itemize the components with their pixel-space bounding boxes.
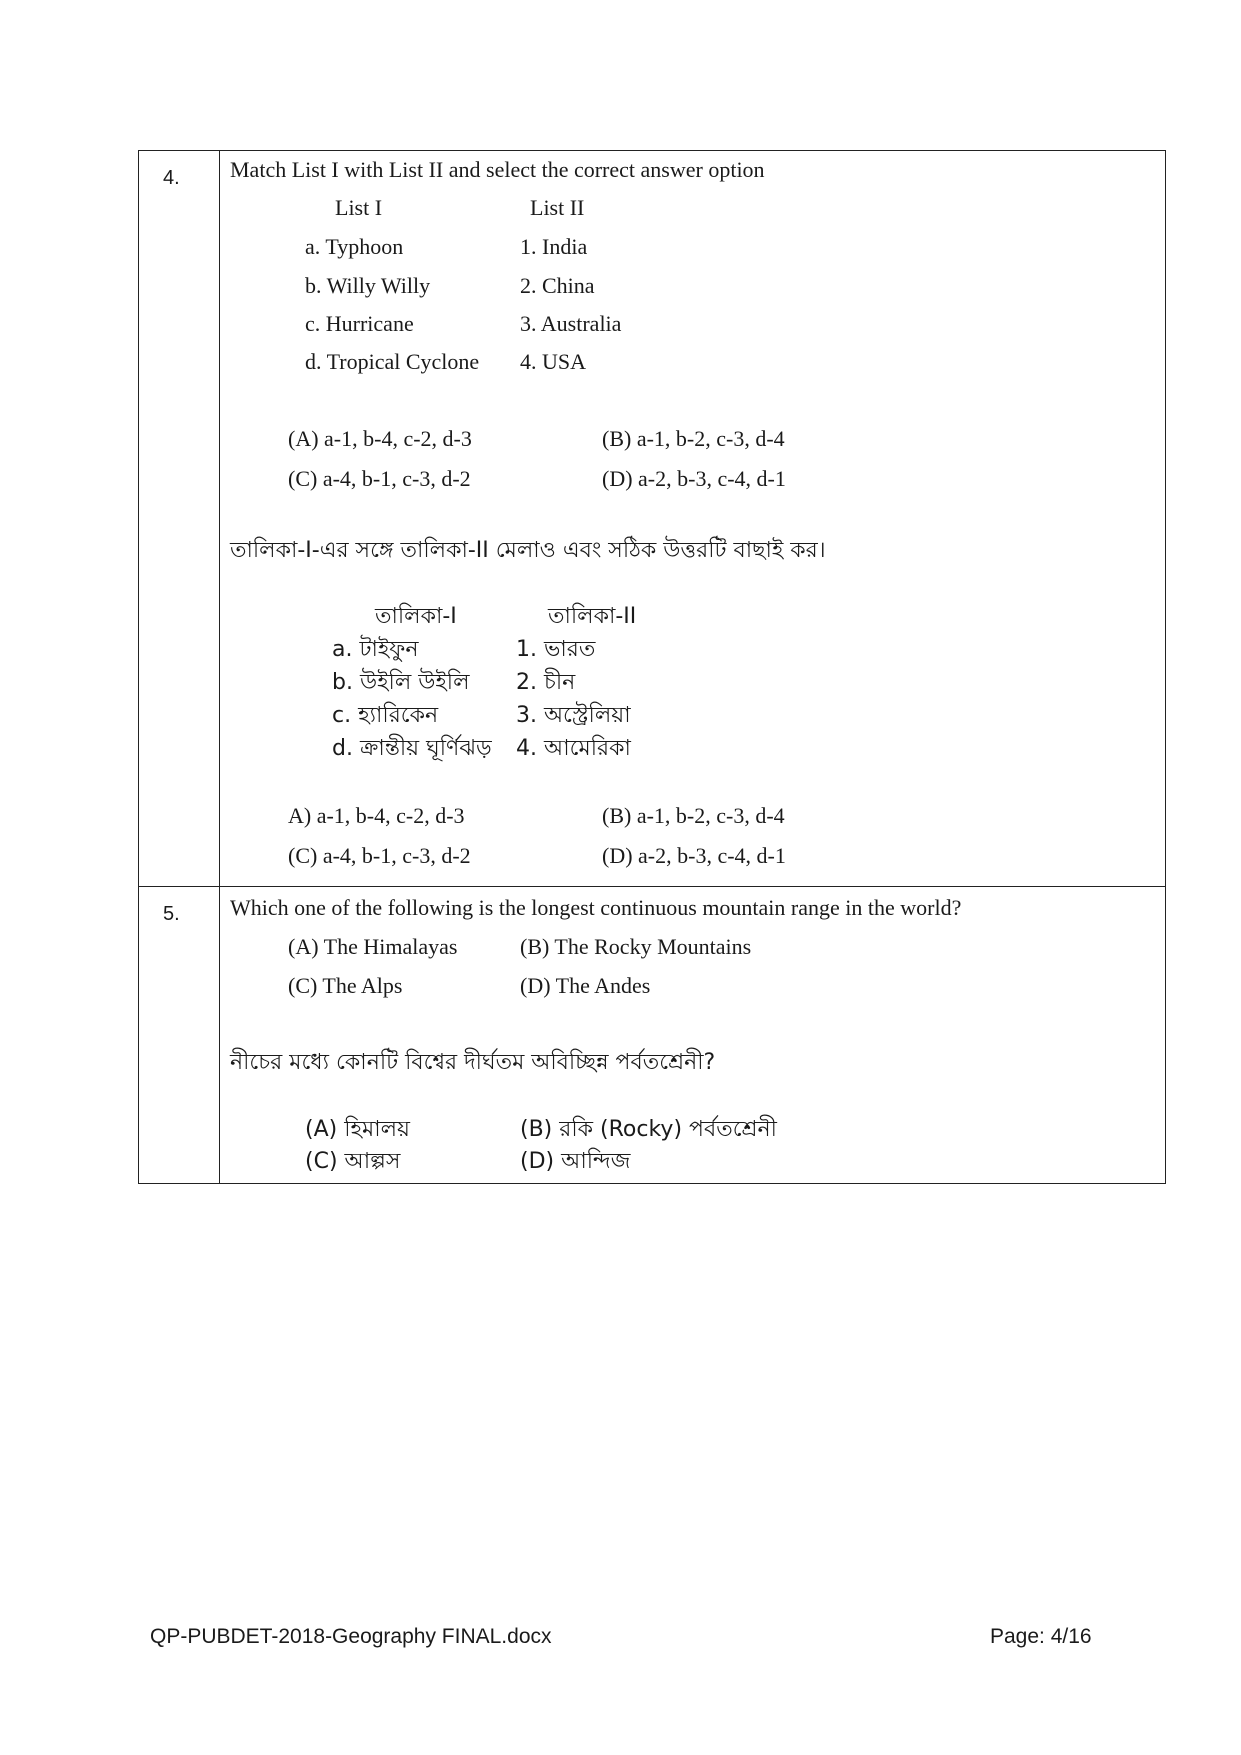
answer-option: (D) a-2, b-3, c-4, d-1: [602, 466, 786, 491]
question-row-4: [139, 151, 1166, 887]
question-text-en: Which one of the following is the longest continuous mountain range in the world?: [230, 895, 962, 920]
answer-option: (B) The Rocky Mountains: [520, 934, 752, 959]
answer-option-bn: (D) আন্দিজ: [520, 1149, 631, 1174]
answer-option: (A) a-1, b-4, c-2, d-3: [288, 426, 472, 451]
answer-option: (C) a-4, b-1, c-3, d-2: [288, 466, 471, 491]
list2-item-bn: 1. ভারত: [516, 637, 596, 662]
list2-item: 4. USA: [520, 349, 587, 374]
list2-item-bn: 3. অস্ট্রেলিয়া: [516, 703, 631, 728]
answer-option-bn: A) a-1, b-4, c-2, d-3: [288, 803, 465, 828]
list1-item: b. Willy Willy: [305, 273, 431, 298]
question-text-bn: নীচের মধ্যে কোনটি বিশ্বের দীর্ঘতম অবিচ্ছিন্ন পর্বতশ্রেনী?: [230, 1050, 716, 1075]
answer-option-bn: (A) হিমালয়: [305, 1117, 411, 1142]
list1-item-bn: c. হ্যারিকেন: [332, 703, 439, 728]
answer-option-bn: (D) a-2, b-3, c-4, d-1: [602, 843, 786, 868]
footer-filename: QP-PUBDET-2018-Geography FINAL.docx: [150, 1625, 552, 1648]
question-text-bn: তালিকা-I-এর সঙ্গে তালিকা-II মেলাও এবং সঠিক উত্তরটি বাছাই কর।: [230, 538, 826, 563]
question-number-cell: [139, 887, 220, 1184]
list1-header: List I: [335, 195, 383, 220]
list1-item-bn: d. ক্রান্তীয় ঘূর্ণিঝড়: [332, 736, 492, 761]
answer-option: (D) The Andes: [520, 973, 651, 998]
answer-option-bn: (C) আল্পস: [305, 1149, 401, 1174]
answer-option-bn: (B) রকি (Rocky) পর্বতশ্রেনী: [520, 1117, 777, 1142]
question-text-en: Match List I with List II and select the correct answer option: [230, 157, 765, 182]
list2-header-bn: তালিকা-II: [548, 604, 637, 629]
list1-item: a. Typhoon: [305, 234, 404, 259]
question-number: 4.: [163, 167, 180, 189]
answer-option: (C) The Alps: [288, 973, 403, 998]
list2-item-bn: 2. চীন: [516, 670, 576, 695]
list2-item-bn: 4. আমেরিকা: [516, 736, 631, 761]
list2-header: List II: [530, 195, 585, 220]
footer-page-number: Page: 4/16: [990, 1625, 1092, 1648]
question-table: [138, 150, 1166, 1184]
answer-option-bn: (C) a-4, b-1, c-3, d-2: [288, 843, 471, 868]
list2-item: 2. China: [520, 273, 595, 298]
list2-item: 1. India: [520, 234, 588, 259]
question-body: [220, 887, 1166, 1184]
list1-item: c. Hurricane: [305, 311, 414, 336]
list1-item-bn: b. উইলি উইলি: [332, 670, 470, 695]
question-number-cell: [139, 151, 220, 887]
answer-option: (A) The Himalayas: [288, 934, 458, 959]
question-body: [220, 151, 1166, 887]
list1-item-bn: a. টাইফুন: [332, 637, 419, 662]
list2-item: 3. Australia: [520, 311, 622, 336]
list1-header-bn: তালিকা-I: [375, 604, 457, 629]
answer-option-bn: (B) a-1, b-2, c-3, d-4: [602, 803, 785, 828]
question-row-5: [139, 887, 1166, 1184]
answer-option: (B) a-1, b-2, c-3, d-4: [602, 426, 785, 451]
list1-item: d. Tropical Cyclone: [305, 349, 480, 374]
question-number: 5.: [163, 903, 180, 925]
